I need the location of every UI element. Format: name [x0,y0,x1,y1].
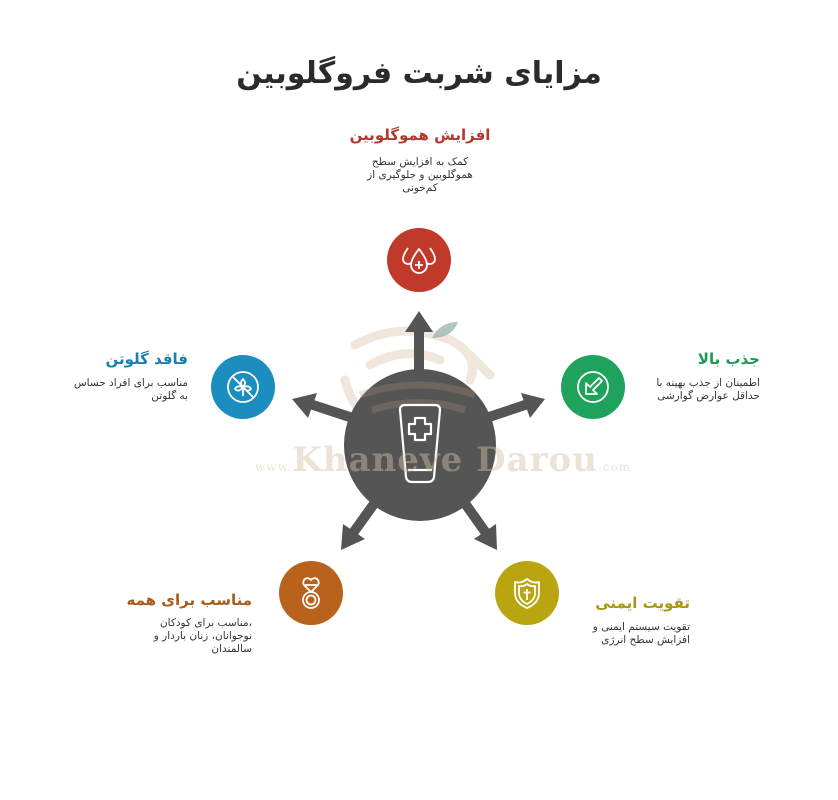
benefit-absorption [640,350,760,403]
benefit-absorption-icon-circle [561,355,625,419]
benefit-heading: تقویت ایمنی [595,594,690,612]
benefit-description: مناسب برای افراد حساس به گلوتن [73,377,188,402]
benefit-immunity [575,594,690,647]
benefit-immunity-icon-circle [495,561,559,625]
shield-cross-icon [507,573,547,613]
blood-drops-plus-icon [399,240,439,280]
benefit-heading: جذب بالا [697,350,760,368]
benefit-gluten-free [70,350,188,403]
page-title: مزایای شربت فروگلوبین [236,56,602,91]
benefit-heading: فاقد گلوتن [105,350,188,368]
benefit-description: ،مناسب برای کودکان نوجوانان، زنان باردار و سالمندان [153,617,252,655]
benefit-hemoglobin [340,126,500,195]
benefit-everyone [126,591,252,656]
leaf-icon [432,322,458,338]
benefit-heading: مناسب برای همه [126,591,252,609]
benefit-everyone-icon-circle [279,561,343,625]
watermark-text: www.Khaneve Darou.com [255,440,632,480]
benefit-hemoglobin-icon-circle [387,228,451,292]
benefit-description: اطمینان از جذب بهینه با حداقل عوارض گوارشی [656,377,760,402]
heart-ring-icon [291,573,331,613]
benefit-gluten-free-icon-circle [211,355,275,419]
benefit-description: کمک به افزایش سطح هموگلوبین و جلوگیری از کم‌خونی [367,156,473,194]
benefit-description: تقویت سیستم ایمنی و افزایش سطح انرژی [592,621,690,646]
absorb-arrow-icon [573,367,613,407]
no-wheat-icon [223,367,263,407]
benefit-heading: افزایش هموگلوبین [349,126,491,144]
